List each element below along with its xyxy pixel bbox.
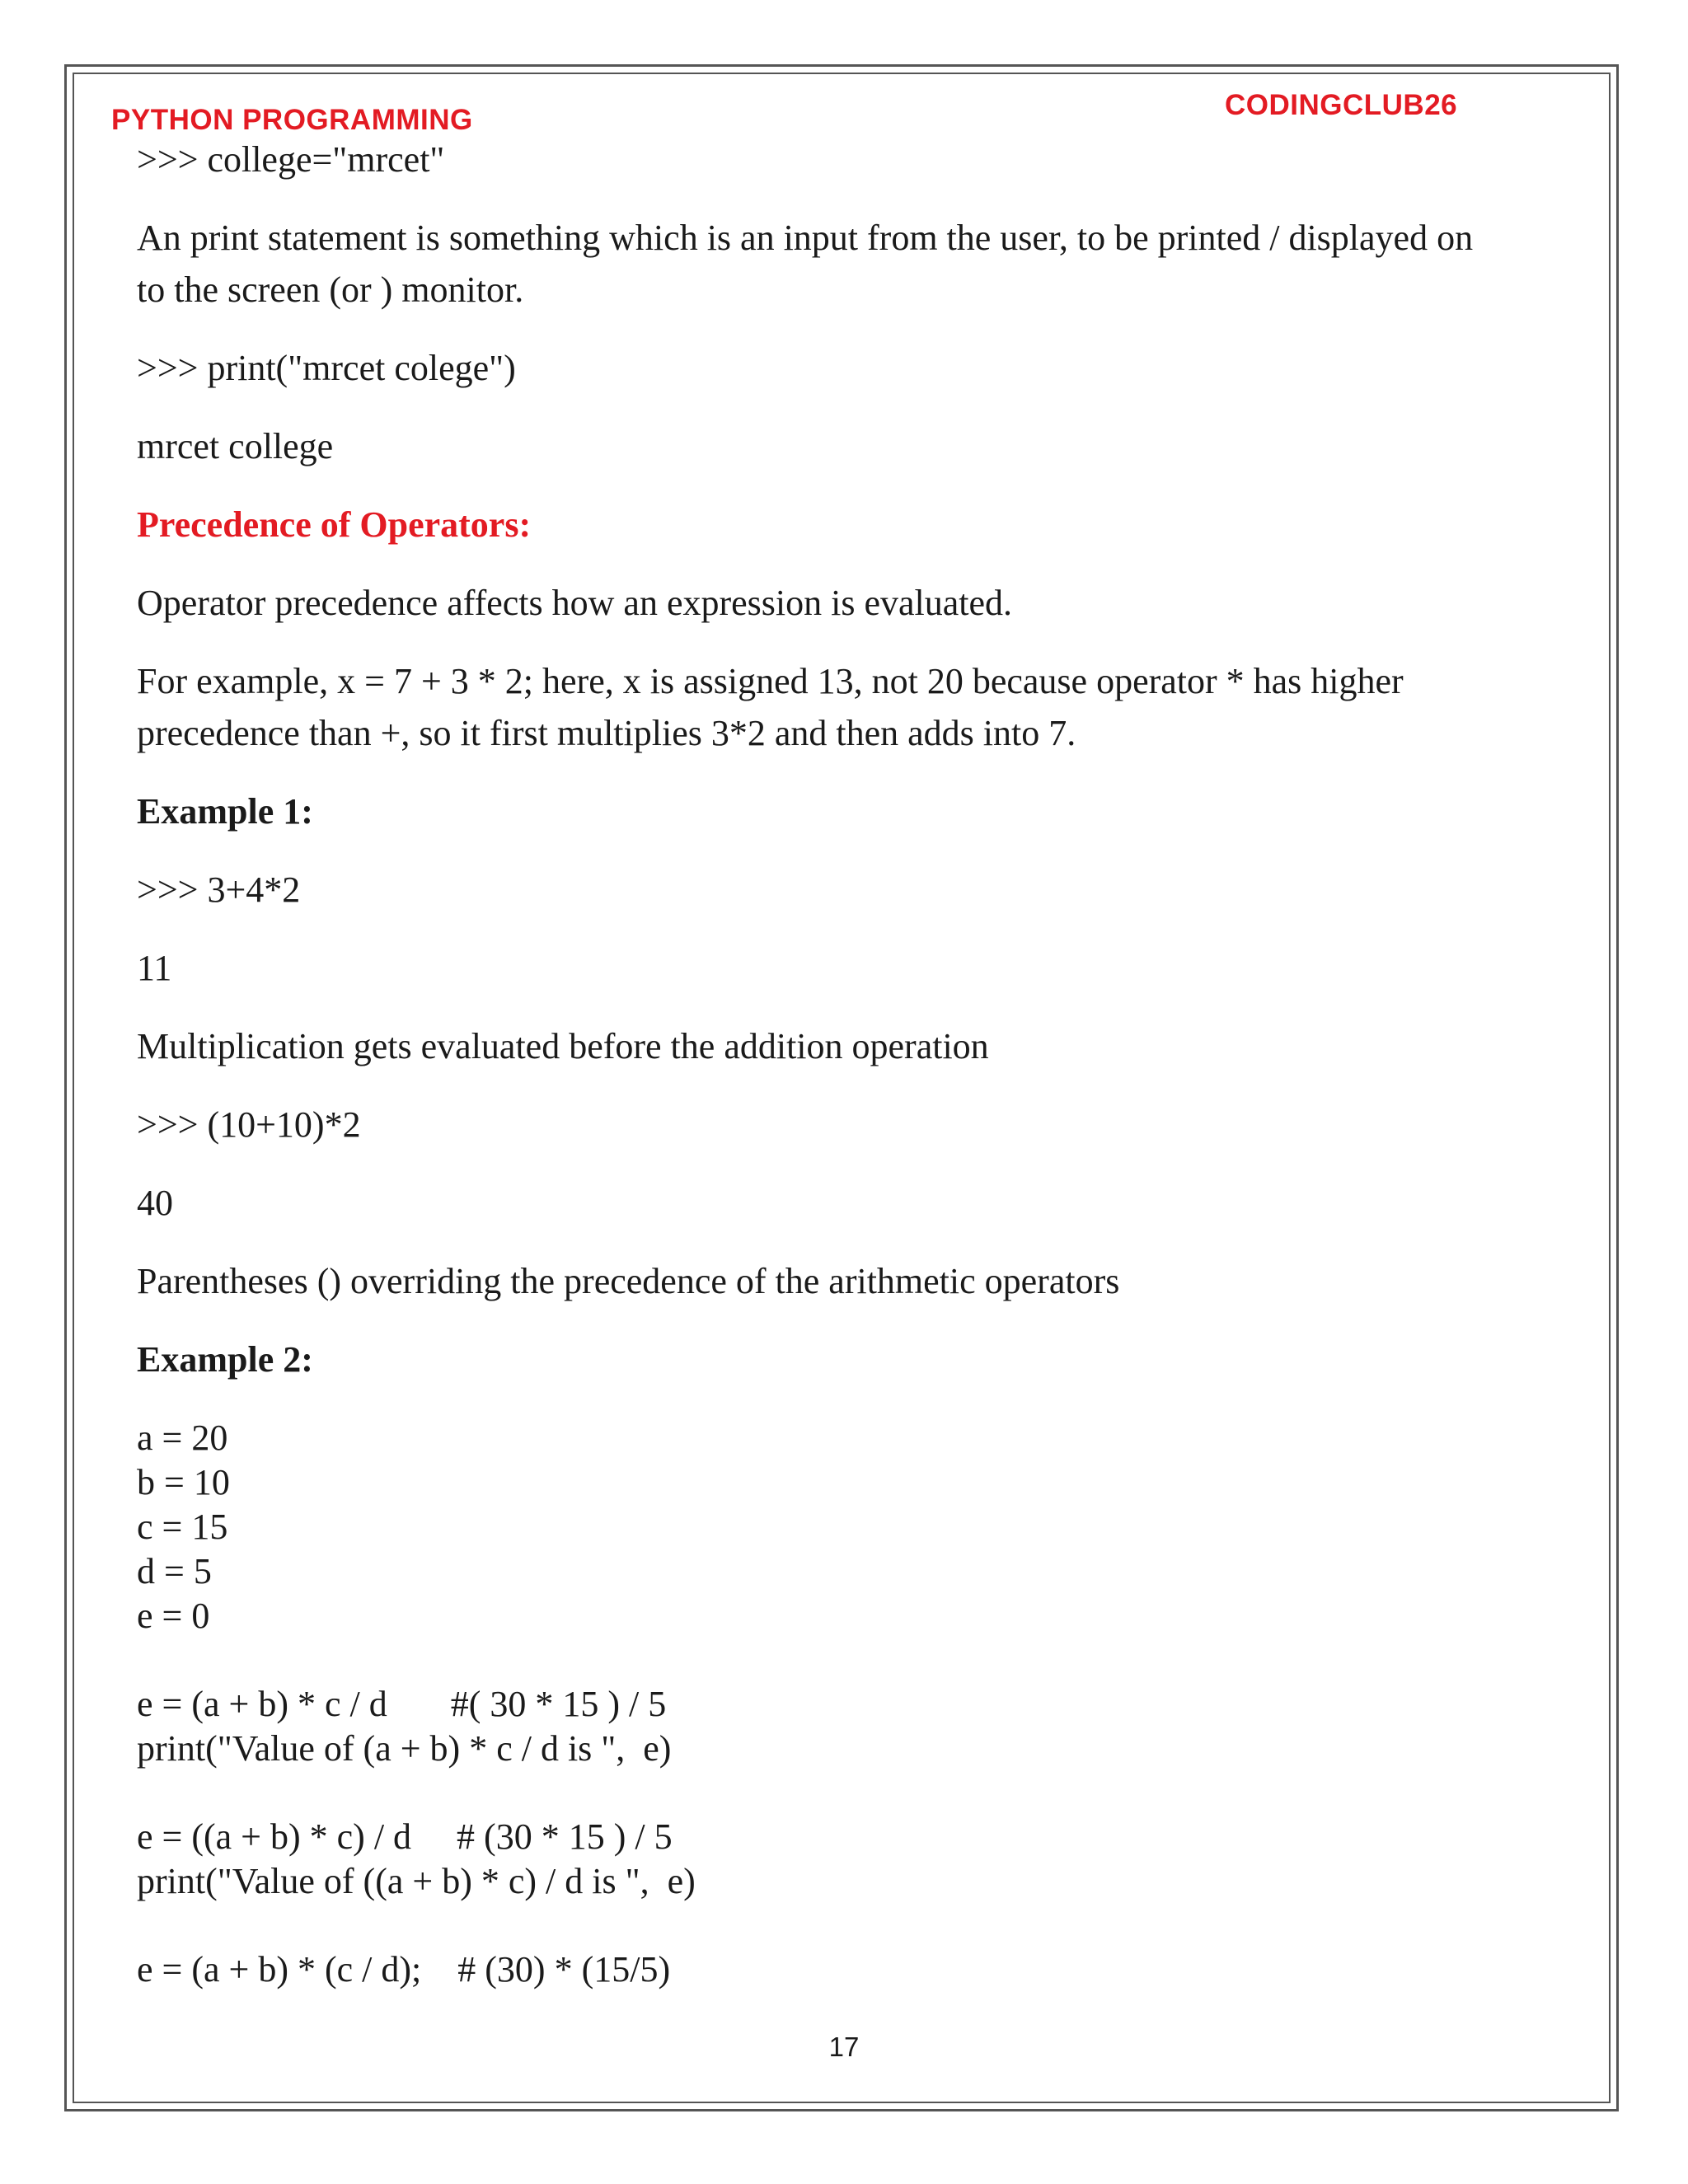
ex1-code-1: >>> 3+4*2: [137, 869, 301, 910]
ex2-expr-1: e = (a + b) * c / d #( 30 * 15 ) / 5: [137, 1684, 667, 1724]
ex2-print-1: print("Value of (a + b) * c / d is ", e): [137, 1728, 672, 1769]
ex2-line-a: a = 20: [137, 1418, 228, 1458]
example1-heading: Example 1:: [137, 791, 313, 832]
ex2-line-d: d = 5: [137, 1551, 212, 1591]
ex2-line-b: b = 10: [137, 1462, 230, 1502]
example-paragraph-line-2: precedence than +, so it first multiplies 3*2 and then adds into 7.: [137, 713, 1076, 753]
ex2-line-e: e = 0: [137, 1596, 210, 1636]
ex1-output-2: 40: [137, 1183, 173, 1223]
example-paragraph-line-1: For example, x = 7 + 3 * 2; here, x is assigned 13, not 20 because operator * has higher: [137, 661, 1404, 701]
header-title: PYTHON PROGRAMMING: [111, 104, 473, 136]
code-college: >>> college="mrcet": [137, 139, 445, 180]
ex1-output-1: 11: [137, 948, 172, 988]
print-paragraph-line-1: An print statement is something which is an input from the user, to be printed / displayed on: [137, 218, 1474, 258]
example2-heading: Example 2:: [137, 1339, 313, 1380]
print-paragraph-line-2: to the screen (or ) monitor.: [137, 269, 524, 310]
ex2-expr-2: e = ((a + b) * c) / d # (30 * 15 ) / 5: [137, 1816, 673, 1857]
ex1-note-1: Multiplication gets evaluated before the addition operation: [137, 1026, 989, 1066]
ex1-note-2: Parentheses () overriding the precedence of the arithmetic operators: [137, 1261, 1120, 1301]
precedence-paragraph: Operator precedence affects how an expression is evaluated.: [137, 583, 1013, 623]
ex1-code-2: >>> (10+10)*2: [137, 1104, 361, 1145]
ex2-line-c: c = 15: [137, 1507, 228, 1547]
ex2-print-2: print("Value of ((a + b) * c) / d is ", e): [137, 1861, 696, 1901]
ex2-expr-3: e = (a + b) * (c / d); # (30) * (15/5): [137, 1949, 671, 1990]
code-print: >>> print("mrcet colege"): [137, 348, 516, 388]
page-number: 17: [828, 2032, 860, 2062]
print-output: mrcet college: [137, 426, 334, 466]
header-club: CODINGCLUB26: [1225, 89, 1458, 121]
section-heading: Precedence of Operators:: [137, 504, 532, 545]
